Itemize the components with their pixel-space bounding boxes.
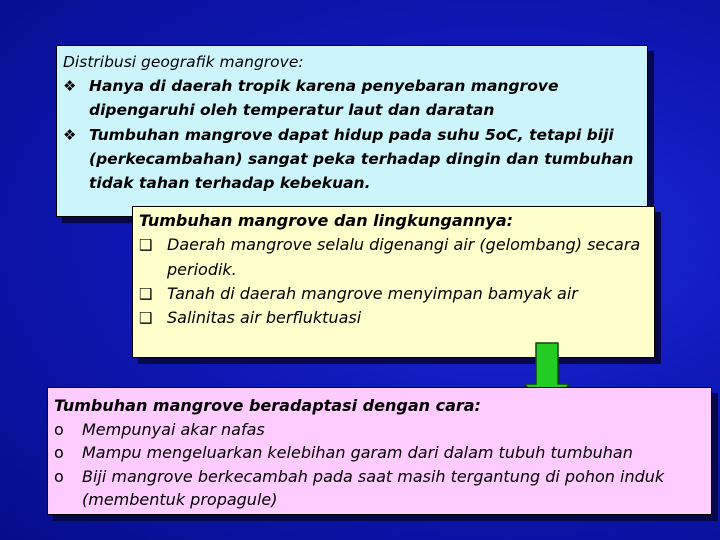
list-item-text: Mempunyai akar nafas [82, 419, 265, 439]
environment-title: Tumbuhan mangrove dan lingkungannya: [139, 211, 514, 230]
square-bullet-icon: ❑ [139, 284, 153, 303]
circle-bullet-icon: o [54, 419, 64, 439]
list-item [63, 74, 641, 122]
geographic-distribution-title: Distribusi geografik mangrove: [63, 53, 304, 71]
list-item-text: Salinitas air berfluktuasi [167, 308, 362, 328]
list-item [54, 441, 705, 465]
list-item-text: Hanya di daerah tropik karena penyebaran mangrove dipengaruhi oleh temperatur laut dan daratan [89, 77, 559, 120]
list-item-text: Tumbuhan mangrove dapat hidup pada suhu 5oC, tetapi biji (perkecambahan) sangat peka terhadap dingin dan tumbuhan tidak tahan terhadap kebekuan. [89, 125, 634, 193]
list-item [139, 306, 648, 330]
list-item [54, 418, 705, 442]
diamond-bullet-icon: ❖ [63, 125, 77, 144]
list-item-text: Daerah mangrove selalu digenangi air (gelombang) secara periodik. [167, 235, 641, 279]
circle-bullet-icon: o [54, 443, 64, 463]
adaptation-title: Tumbuhan mangrove beradaptasi dengan cara: [54, 396, 481, 415]
square-bullet-icon: ❑ [139, 236, 153, 255]
list-item-text: Tanah di daerah mangrove menyimpan bamyak air [167, 283, 578, 303]
circle-bullet-icon: o [54, 466, 64, 486]
list-item [139, 282, 648, 306]
adaptation-box [47, 387, 712, 515]
diamond-bullet-icon: ❖ [63, 77, 77, 96]
environment-box [132, 206, 655, 358]
list-item-text: Mampu mengeluarkan kelebihan garam dari dalam tubuh tumbuhan [82, 443, 633, 463]
list-item [63, 123, 641, 196]
square-bullet-icon: ❑ [139, 309, 153, 328]
geographic-distribution-box [56, 45, 648, 217]
list-item-text: Biji mangrove berkecambah pada saat masih tergantung di pohon induk (membentuk propagule) [82, 466, 665, 510]
list-item [54, 465, 705, 512]
list-item [139, 233, 648, 282]
